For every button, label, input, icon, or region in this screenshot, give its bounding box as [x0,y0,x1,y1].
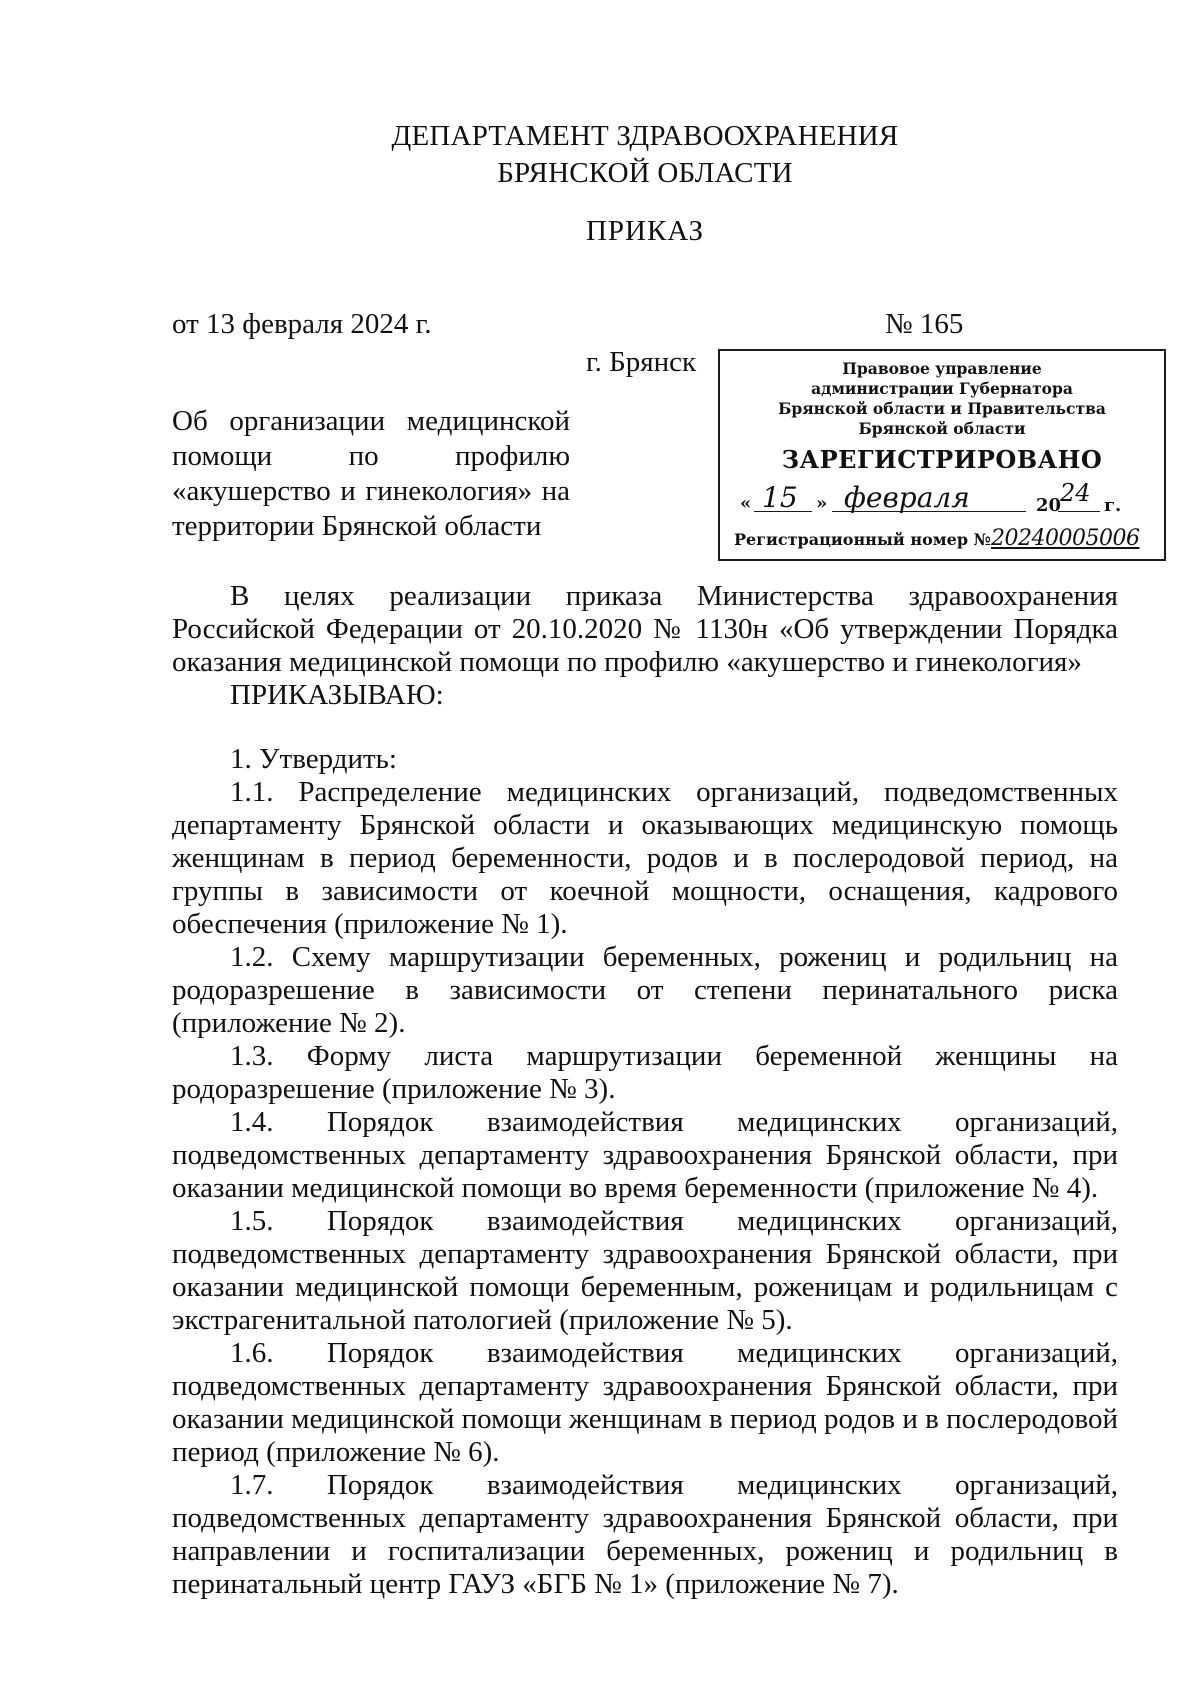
stamp-open-quote: « [740,493,752,514]
order-city: г. Брянск [586,346,697,378]
subject-line: территории Брянской области [172,510,542,542]
stamp-date [736,481,1148,521]
stamp-year-end: г. [1104,495,1122,516]
item-1: 1. Утвердить: [230,743,397,775]
item-1-4: 1.4. Порядок взаимодействия медицинских организаций, подведомственных департаменту здравоохранения Брянской области, при оказании медицинской помощи во время беременности (приложение № 4). [172,1106,1118,1204]
subject-line: Об организации медицинской [172,405,570,437]
registration-stamp [718,349,1166,561]
stamp-line: администрации Губернатора [811,379,1073,398]
order-subject [172,404,570,544]
department-name-line1: ДЕПАРТАМЕНТ ЗДРАВООХРАНЕНИЯ [391,120,899,152]
stamp-line: Правовое управление [842,359,1042,378]
item-1-1: 1.1. Распределение медицинских организаций, подведомственных департаменту Брянской области и оказывающих медицинскую помощь женщинам в период беременности, родов и в послеродовой период, на группы в зависимости от коечной мощности, оснащения, кадрового обеспечения (приложение № 1). [172,776,1118,940]
order-body [172,580,1118,1601]
item-1-7: 1.7. Порядок взаимодействия медицинских организаций, подведомственных департаменту здравоохранения Брянской области, при направлении и госпитализации беременных, рожениц и родильниц в перинатальный центр ГАУЗ «БГБ № 1» (приложение № 7). [172,1469,1118,1600]
stamp-close-quote: » [816,493,828,514]
order-word: ПРИКАЗЫВАЮ: [230,679,444,711]
order-number: № 165 [885,308,964,340]
stamp-year-suffix: 24 [1060,479,1091,507]
item-1-2: 1.2. Схему маршрутизации беременных, рожениц и родильниц на родоразрешение в зависимости от степени перинатального риска (приложение № 2). [172,941,1118,1039]
stamp-line: Брянской области и Правительства [778,399,1106,418]
department-name-line2: БРЯНСКОЙ ОБЛАСТИ [497,157,793,189]
subject-line: помощи по профилю [172,440,570,472]
stamp-line: Брянской области [858,419,1026,438]
subject-line: «акушерство и гинекология» на [172,475,570,507]
item-1-3: 1.3. Форму листа маршрутизации беременной женщины на родоразрешение (приложение № 3). [172,1040,1118,1105]
stamp-day: 15 [762,481,798,514]
stamp-status: ЗАРЕГИСТРИРОВАНО [781,445,1103,474]
intro-paragraph: В целях реализации приказа Министерства здравоохранения Российской Федерации от 20.10.2020 № 1130н «Об утверждении Порядка оказания медицинской помощи по профилю «акушерство и гинекология» [172,580,1118,678]
stamp-reg-label: Регистрационный номер № [734,530,991,549]
order-date: от 13 февраля 2024 г. [172,308,432,340]
stamp-month: февраля [844,481,970,514]
document-type: ПРИКАЗ [585,215,705,247]
item-1-6: 1.6. Порядок взаимодействия медицинских организаций, подведомственных департаменту здравоохранения Брянской области, при оказании медицинской помощи женщинам в период родов и в послеродовой период (приложение № 6). [172,1337,1118,1468]
stamp-reg-number: 20240005006 [990,526,1140,551]
stamp-year-prefix: 20 [1036,495,1062,516]
item-1-5: 1.5. Порядок взаимодействия медицинских организаций, подведомственных департаменту здравоохранения Брянской области, при оказании медицинской помощи беременным, роженицам и родильницам с экстрагенитальной патологией (приложение № 5). [172,1205,1118,1336]
stamp-registration-number [734,526,1139,551]
